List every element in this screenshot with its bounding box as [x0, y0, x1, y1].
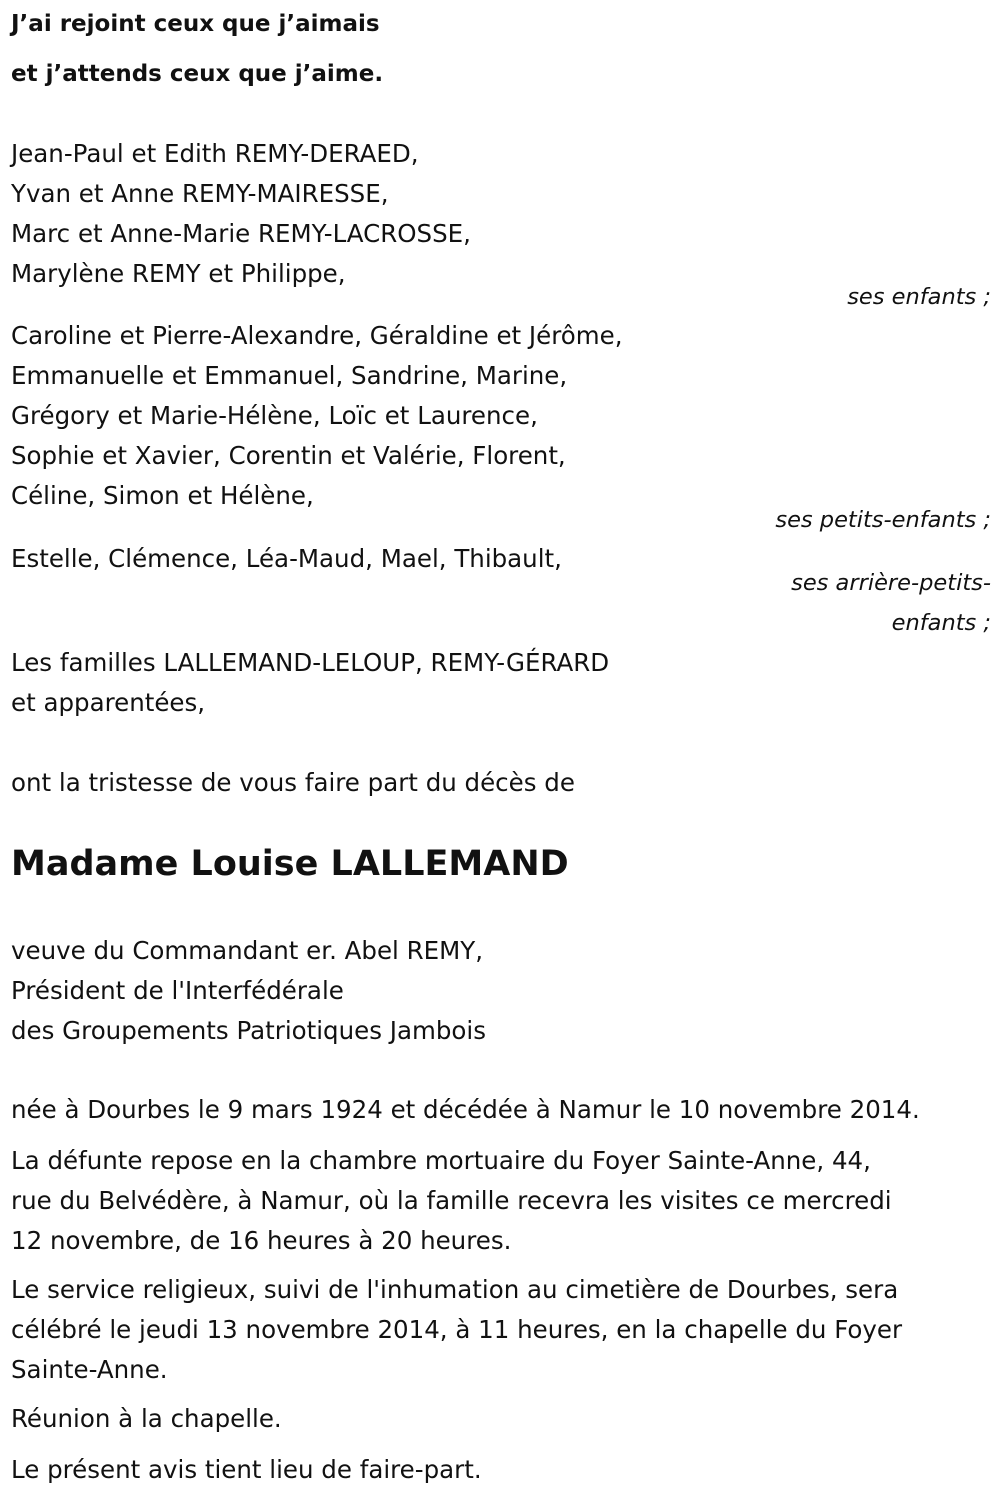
epigraph-line-1: J’ai rejoint ceux que j’aimais [11, 11, 380, 37]
great-grandchild-names: Estelle, Clémence, Léa-Maud, Mael, Thibault, [11, 544, 562, 573]
visitation-line-1: La défunte repose en la chambre mortuaire du Foyer Sainte-Anne, 44, [11, 1146, 871, 1175]
children-relation: ses enfants ; [847, 284, 991, 310]
closing-note: Le présent avis tient lieu de faire-part. [11, 1455, 482, 1484]
grandchild-names: Céline, Simon et Hélène, [11, 481, 314, 510]
grandchild-names: Grégory et Marie-Hélène, Loïc et Laurence, [11, 401, 538, 430]
spouse-line-2: Président de l'Interfédérale [11, 976, 344, 1005]
service-line-1: Le service religieux, suivi de l'inhumation au cimetière de Dourbes, sera [11, 1275, 899, 1304]
grandchildren-relation: ses petits-enfants ; [775, 507, 991, 533]
child-name: Marylène REMY et Philippe, [11, 259, 346, 288]
visitation-line-2: rue du Belvédère, à Namur, où la famille recevra les visites ce mercredi [11, 1186, 892, 1215]
service-line-2: célébré le jeudi 13 novembre 2014, à 11 heures, en la chapelle du Foyer [11, 1315, 903, 1344]
child-name: Marc et Anne-Marie REMY-LACROSSE, [11, 219, 471, 248]
grandchild-names: Sophie et Xavier, Corentin et Valérie, Florent, [11, 441, 566, 470]
epigraph-line-2: et j’attends ceux que j’aime. [11, 61, 384, 87]
gathering-note: Réunion à la chapelle. [11, 1404, 282, 1433]
announcement: ont la tristesse de vous faire part du décès de [11, 768, 575, 797]
families-line-1: Les familles LALLEMAND-LELOUP, REMY-GÉRARD [11, 648, 610, 677]
families-line-2: et apparentées, [11, 688, 206, 717]
spouse-line-3: des Groupements Patriotiques Jambois [11, 1016, 486, 1045]
visitation-line-3: 12 novembre, de 16 heures à 20 heures. [11, 1226, 512, 1255]
great-grandchildren-relation-line-2: enfants ; [891, 610, 991, 636]
child-name: Jean-Paul et Edith REMY-DERAED, [11, 139, 419, 168]
birth-death-dates: née à Dourbes le 9 mars 1924 et décédée à Namur le 10 novembre 2014. [11, 1095, 920, 1124]
grandchild-names: Caroline et Pierre-Alexandre, Géraldine et Jérôme, [11, 321, 623, 350]
great-grandchildren-relation-line-1: ses arrière-petits- [791, 570, 991, 596]
grandchild-names: Emmanuelle et Emmanuel, Sandrine, Marine, [11, 361, 568, 390]
spouse-line-1: veuve du Commandant er. Abel REMY, [11, 936, 484, 965]
service-line-3: Sainte-Anne. [11, 1355, 168, 1384]
child-name: Yvan et Anne REMY-MAIRESSE, [11, 179, 389, 208]
deceased-name: Madame Louise LALLEMAND [11, 844, 569, 884]
